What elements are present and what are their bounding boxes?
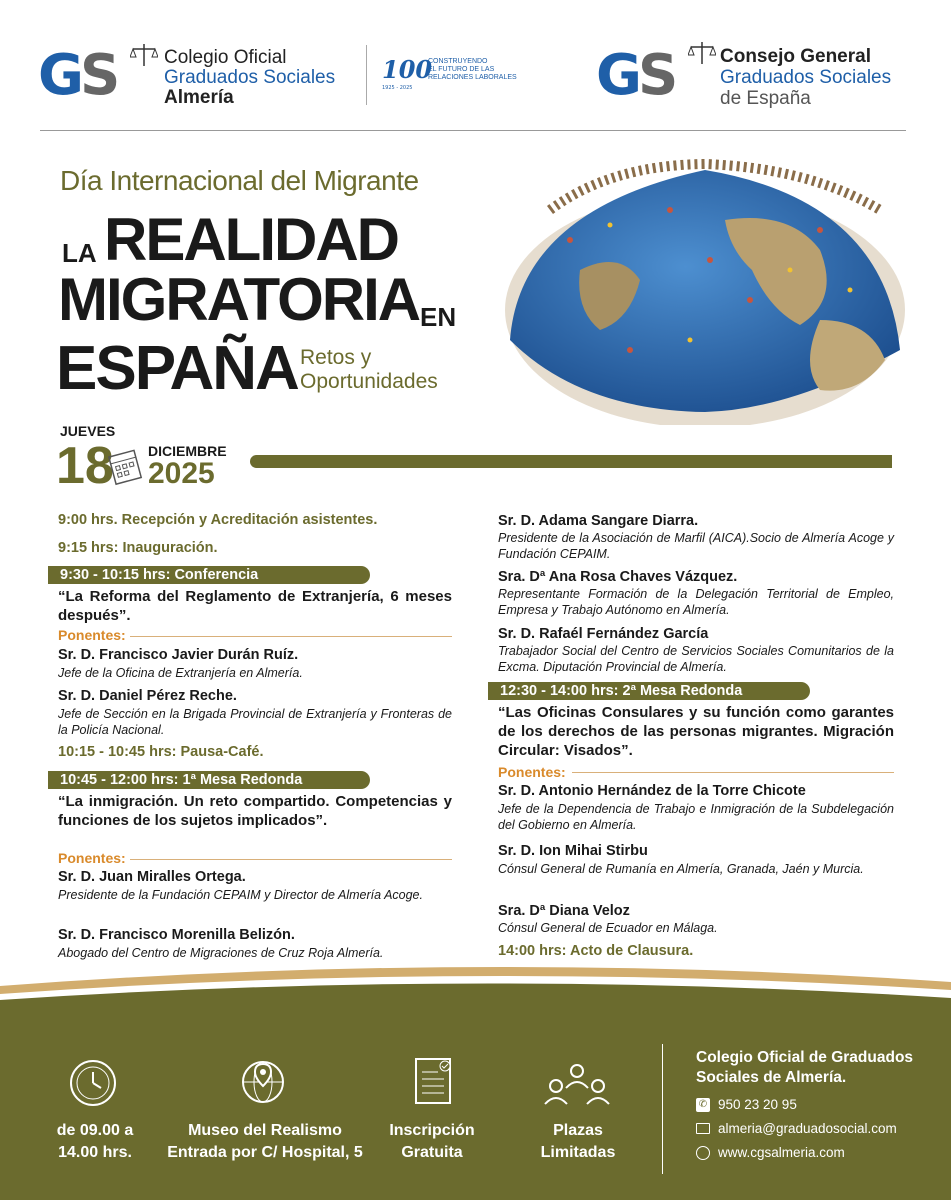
footer-web[interactable] xyxy=(696,1145,845,1160)
date-day: 18 xyxy=(56,437,114,495)
people-group-icon xyxy=(542,1062,612,1108)
mesa2-title: “Las Oficinas Consulares y su función como garantes de los derechos de las personas migrantes. Migración Circular: Visados”. xyxy=(498,704,894,759)
speaker-name: Sr. D. Antonio Hernández de la Torre Chicote xyxy=(498,783,806,799)
speaker-role: Abogado del Centro de Migraciones de Cruz Roja Almería. xyxy=(58,946,384,960)
phone-icon: ✆ xyxy=(696,1098,710,1112)
footer-venue-line2: Entrada por C/ Hospital, 5 xyxy=(167,1144,363,1161)
right-logo-line1: Consejo General xyxy=(720,46,871,67)
scales-icon xyxy=(688,40,716,66)
scales-icon xyxy=(130,42,158,68)
date-weekday: JUEVES xyxy=(60,423,116,439)
mesa2-bar: 12:30 - 14:00 hrs: 2ª Mesa Redonda xyxy=(488,682,810,700)
coffee-time: 10:15 - 10:45 hrs: Pausa-Café. xyxy=(58,744,264,760)
reception-time: 9:00 hrs. Recepción y Acreditación asistentes. xyxy=(58,512,378,528)
ponentes-label: Ponentes: xyxy=(498,764,566,780)
speaker-name: Sr. D. Francisco Javier Durán Ruíz. xyxy=(58,647,299,663)
globe-icon xyxy=(696,1146,710,1160)
footer-time-line2: 14.00 hrs. xyxy=(58,1144,132,1161)
speaker-name: Sr. D. Rafaél Fernández García xyxy=(498,626,709,642)
speaker-name: Sr. D. Ion Mihai Stirbu xyxy=(498,843,648,859)
header-right-logo xyxy=(596,40,916,115)
ponentes-label: Ponentes: xyxy=(58,850,126,866)
phone-number: 950 23 20 95 xyxy=(718,1097,797,1112)
footer-venue-line1: Museo del Realismo xyxy=(188,1122,342,1139)
ponentes-label: Ponentes: xyxy=(58,627,126,643)
date-year: 2025 xyxy=(148,457,215,490)
speaker-role: Cónsul General de Rumanía en Almería, Granada, Jaén y Murcia. xyxy=(498,862,864,876)
footer-places-line2: Limitadas xyxy=(540,1144,616,1161)
footer-places-line1: Plazas xyxy=(553,1122,603,1139)
email-icon xyxy=(696,1123,710,1134)
left-logo-line2: Graduados Sociales xyxy=(164,67,336,88)
footer-inscription-line2: Gratuita xyxy=(401,1144,463,1161)
gs-logo-mark: GS xyxy=(596,43,675,108)
section-underline xyxy=(130,859,452,860)
speaker-role: Representante Formación de la Delegación Territorial de Empleo, Empresa y Trabajo Autónomo en Almería. xyxy=(498,587,894,617)
speaker-name: Sra. Dª Ana Rosa Chaves Vázquez. xyxy=(498,569,738,585)
speaker-name: Sr. D. Daniel Pérez Reche. xyxy=(58,688,237,704)
footer-org-line1: Colegio Oficial de Graduados xyxy=(696,1049,914,1066)
closing-time: 14:00 hrs: Acto de Clausura. xyxy=(498,943,694,959)
speaker-name: Sra. Dª Diana Veloz xyxy=(498,903,630,919)
footer-org-line2: Sociales de Almería. xyxy=(696,1069,847,1086)
left-logo-line3: Almería xyxy=(164,87,234,108)
footer-email[interactable] xyxy=(696,1121,897,1136)
header-left-logo xyxy=(38,42,358,112)
speaker-role: Presidente de la Asociación de Marfil (AICA).Socio de Almería Acoge y Fundación CEPAIM. xyxy=(498,531,894,561)
title-retos: Retos y xyxy=(300,346,372,369)
mesa1-title: “La inmigración. Un reto compartido. Competencias y funciones de los sujetos implicados”. xyxy=(58,793,452,829)
title-migratoria: MIGRATORIA xyxy=(58,266,420,333)
right-logo-line2: Graduados Sociales xyxy=(720,67,892,88)
speaker-role: Cónsul General de Ecuador en Málaga. xyxy=(498,921,718,935)
email-address: almeria@graduadosocial.com xyxy=(718,1121,897,1136)
right-logo-line3: de España xyxy=(720,88,811,109)
footer-phone[interactable] xyxy=(696,1097,797,1112)
title-espana: ESPAÑA xyxy=(56,334,298,403)
speaker-role: Jefe de Sección en la Brigada Provincial de Extranjería y Fronteras de la Policía Nacional. xyxy=(58,707,452,737)
website-url: www.cgsalmeria.com xyxy=(718,1145,845,1160)
event-subtitle: Día Internacional del Migrante xyxy=(60,165,419,196)
date-rule xyxy=(250,455,892,468)
location-pin-icon xyxy=(240,1056,286,1108)
registration-form-icon xyxy=(412,1056,456,1108)
centenary-number: 100 xyxy=(382,55,433,84)
title-la: LA xyxy=(62,238,97,268)
footer-inscription-line1: Inscripción xyxy=(389,1122,475,1139)
speaker-role: Jefe de la Dependencia de Trabajo e Inmigración de la Subdelegación del Gobierno en Almería. xyxy=(498,802,894,832)
speaker-name: Sr. D. Adama Sangare Diarra. xyxy=(498,513,699,529)
speaker-name: Sr. D. Francisco Morenilla Belizón. xyxy=(58,927,295,943)
clock-icon xyxy=(68,1058,118,1108)
speaker-role: Jefe de la Oficina de Extranjería en Almería. xyxy=(58,666,303,680)
calendar-icon xyxy=(108,447,144,487)
title-en: EN xyxy=(420,302,457,332)
inauguration-time: 9:15 hrs: Inauguración. xyxy=(58,540,218,556)
section-underline xyxy=(130,636,452,637)
speaker-role: Trabajador Social del Centro de Servicios Sociales Comunitarios de la Excma. Diputación Provincial de Almería. xyxy=(498,644,894,674)
header-rule xyxy=(40,130,906,131)
centenary-line3: RELACIONES LABORALES xyxy=(428,74,517,81)
footer-divider xyxy=(662,1044,663,1174)
left-logo-line1: Colegio Oficial xyxy=(164,47,287,68)
centenary-line2: EL FUTURO DE LAS xyxy=(428,66,495,73)
mesa1-bar: 10:45 - 12:00 hrs: 1ª Mesa Redonda xyxy=(48,771,370,789)
title-oportunidades: Oportunidades xyxy=(300,370,438,393)
globe-illustration xyxy=(490,150,915,425)
conference-title: “La Reforma del Reglamento de Extranjería, 6 meses después”. xyxy=(58,588,452,624)
centenary-logo xyxy=(382,55,542,105)
speaker-role: Presidente de la Fundación CEPAIM y Director de Almería Acoge. xyxy=(58,888,423,902)
footer-time-line1: de 09.00 a xyxy=(56,1122,134,1139)
title-realidad: REALIDAD xyxy=(104,206,398,273)
centenary-line1: CONSTRUYENDO xyxy=(428,58,488,65)
speaker-name: Sr. D. Juan Miralles Ortega. xyxy=(58,869,246,885)
date-month: DICIEMBRE xyxy=(148,443,227,459)
section-underline xyxy=(572,772,894,773)
centenary-years: 1925 - 2025 xyxy=(382,85,413,91)
header-divider xyxy=(366,45,367,105)
conference-bar: 9:30 - 10:15 hrs: Conferencia xyxy=(48,566,370,584)
gs-logo-mark: GS xyxy=(38,43,117,108)
